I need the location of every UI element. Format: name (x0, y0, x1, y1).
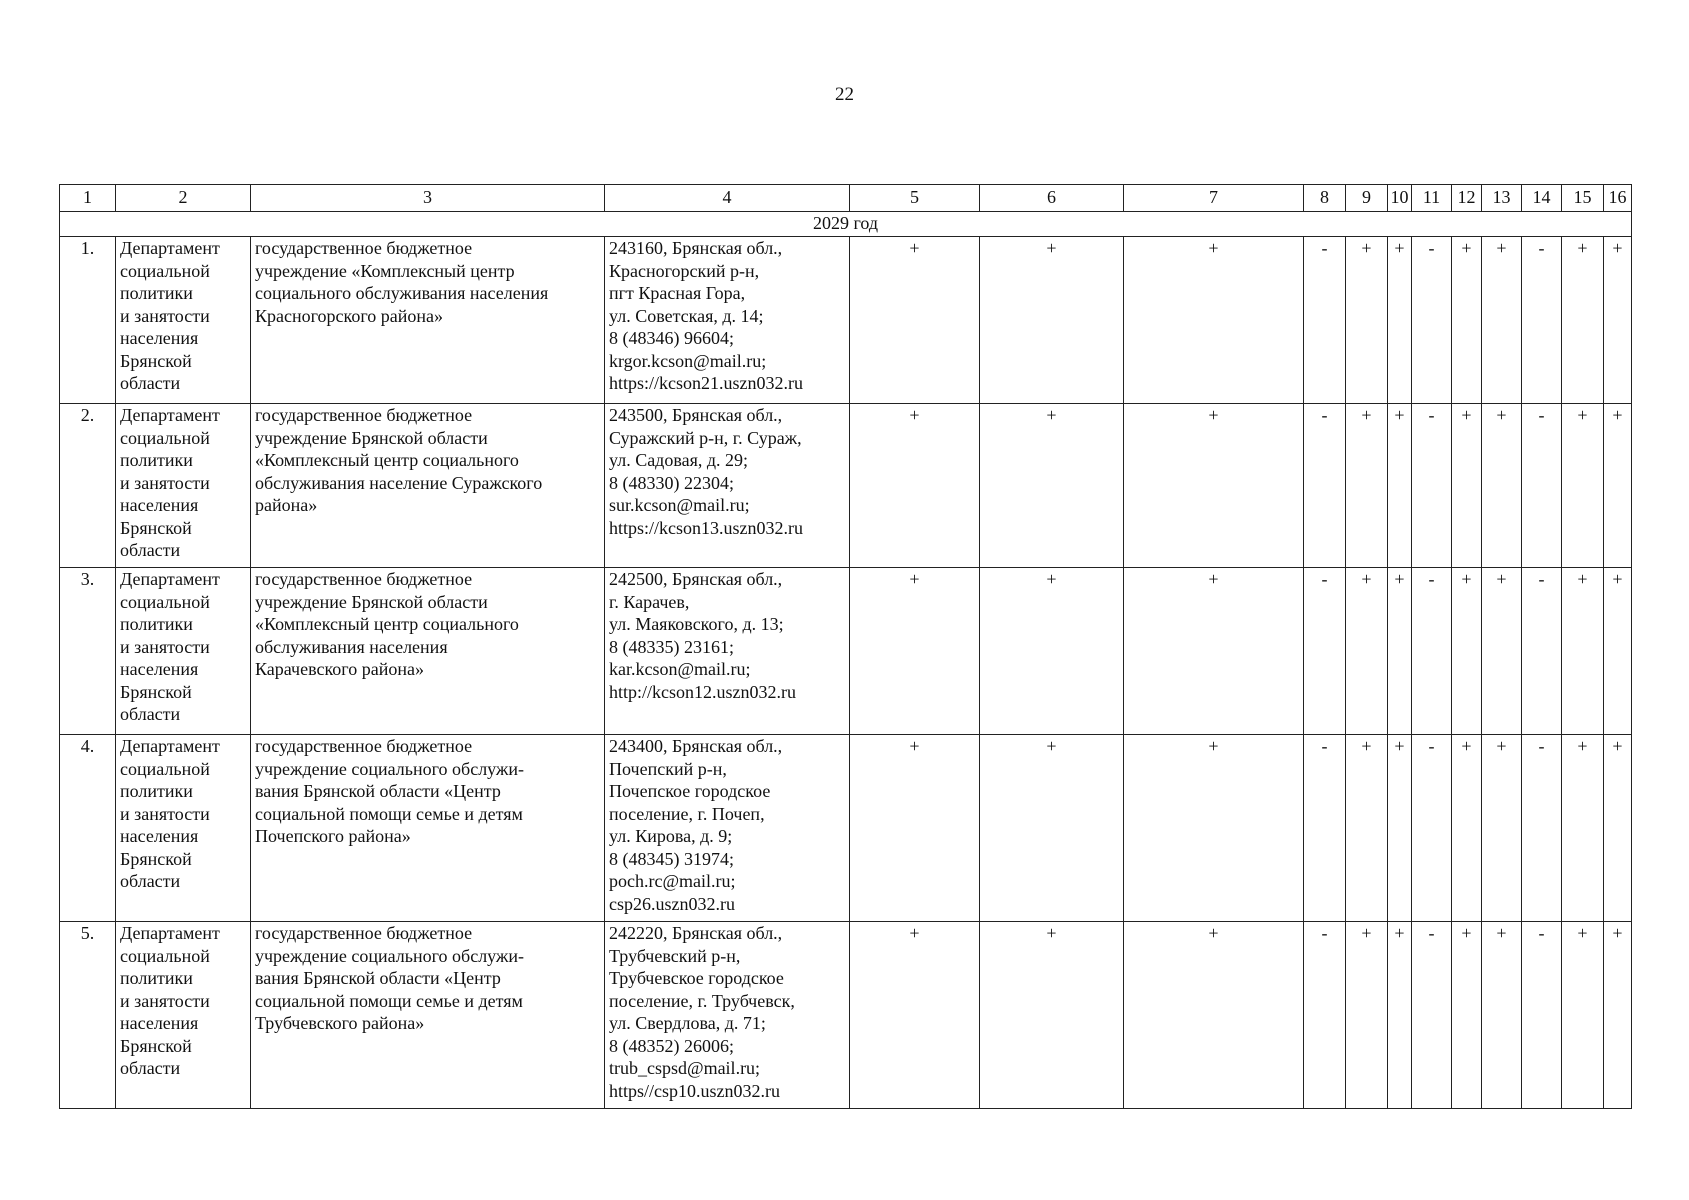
address-line: poch.rc@mail.ru; (609, 871, 736, 891)
row-number-cell: 1. (60, 237, 116, 404)
column-number: 7 (1124, 185, 1304, 212)
address-line: trub_cspsd@mail.ru; (609, 1058, 761, 1078)
department-line: области (120, 704, 181, 724)
department-line: социальной (120, 260, 210, 281)
department-line: политики (120, 968, 193, 988)
mark-cell: - (1522, 568, 1562, 735)
row-number-cell: 3. (60, 568, 116, 735)
address-line: 8 (48335) 23161; (609, 636, 734, 657)
department-cell (116, 735, 251, 922)
mark-cell: + (850, 404, 980, 568)
year-row (60, 212, 1632, 237)
address-line: поселение, г. Почеп, (609, 803, 765, 824)
department-line: Департамент (120, 405, 220, 425)
institution-line: «Комплексный центр социального (255, 450, 519, 470)
mark-cell: + (980, 237, 1124, 404)
address-line: http://kcson12.uszn032.ru (609, 681, 796, 702)
department-line: Департамент (120, 923, 220, 943)
institution-line: Трубчевского района» (255, 1013, 425, 1033)
table-row (60, 404, 1632, 568)
address-line: 243160, Брянская обл., (609, 238, 783, 258)
mark-cell: + (1562, 404, 1604, 568)
mark-cell: + (1604, 404, 1632, 568)
address-cell (605, 568, 850, 735)
column-number: 8 (1304, 185, 1346, 212)
mark-cell: + (850, 237, 980, 404)
address-line: 243400, Брянская обл., (609, 736, 783, 756)
year-label: 2029 год (60, 212, 1632, 237)
mark-cell: + (1562, 237, 1604, 404)
mark-cell: + (1452, 568, 1482, 735)
mark-cell: + (1604, 568, 1632, 735)
department-line: населения (120, 495, 199, 515)
department-line: политики (120, 781, 193, 801)
department-line: и занятости (120, 803, 210, 824)
mark-cell: - (1412, 404, 1452, 568)
mark-cell: + (980, 568, 1124, 735)
institution-line: социальной помощи семье и детям (255, 990, 523, 1011)
institution-line: Почепского района» (255, 826, 411, 846)
column-number: 2 (116, 185, 251, 212)
mark-cell: + (1388, 568, 1412, 735)
mark-cell: + (1346, 735, 1388, 922)
column-number: 14 (1522, 185, 1562, 212)
department-line: населения (120, 659, 199, 679)
column-number: 3 (251, 185, 605, 212)
department-line: области (120, 540, 181, 560)
address-line: 243500, Брянская обл., (609, 405, 783, 425)
department-line: населения (120, 328, 199, 348)
department-line: политики (120, 450, 193, 470)
institution-cell (251, 735, 605, 922)
mark-cell: + (1562, 922, 1604, 1109)
department-cell (116, 404, 251, 568)
mark-cell: + (1388, 922, 1412, 1109)
mark-cell: - (1412, 568, 1452, 735)
institution-cell (251, 568, 605, 735)
address-line: Трубчевское городское (609, 968, 784, 988)
row-number-cell: 4. (60, 735, 116, 922)
address-line: ул. Кирова, д. 9; (609, 826, 733, 846)
department-line: Брянской (120, 350, 192, 371)
institution-line: учреждение социального обслужи- (255, 758, 524, 779)
institution-line: «Комплексный центр социального (255, 614, 519, 634)
mark-cell: - (1304, 404, 1346, 568)
address-line: krgor.kcson@mail.ru; (609, 350, 767, 371)
mark-cell: + (1604, 237, 1632, 404)
row-number-cell: 5. (60, 922, 116, 1109)
mark-cell: - (1522, 735, 1562, 922)
column-number: 9 (1346, 185, 1388, 212)
address-line: csp26.uszn032.ru (609, 893, 735, 914)
address-line: https://kcson13.uszn032.ru (609, 517, 803, 538)
address-cell (605, 237, 850, 404)
institution-line: учреждение «Комплексный центр (255, 260, 515, 281)
institution-line: учреждение Брянской области (255, 427, 488, 448)
address-line: ул. Маяковского, д. 13; (609, 614, 784, 634)
institution-line: учреждение Брянской области (255, 591, 488, 612)
mark-cell: - (1412, 922, 1452, 1109)
address-line: Трубчевский р-н, (609, 945, 741, 966)
department-cell (116, 568, 251, 735)
mark-cell: + (1562, 735, 1604, 922)
institution-line: социальной помощи семье и детям (255, 803, 523, 824)
column-number: 13 (1482, 185, 1522, 212)
mark-cell: + (1124, 922, 1304, 1109)
table-row (60, 568, 1632, 735)
address-line: ул. Садовая, д. 29; (609, 450, 749, 470)
department-line: Брянской (120, 1035, 192, 1056)
institution-line: государственное бюджетное (255, 238, 473, 258)
institution-line: социального обслуживания населения (255, 283, 549, 303)
mark-cell: + (850, 922, 980, 1109)
department-line: области (120, 373, 181, 393)
institution-line: государственное бюджетное (255, 405, 473, 425)
mark-cell: + (1346, 568, 1388, 735)
institution-line: района» (255, 495, 318, 515)
address-line: 242500, Брянская обл., (609, 569, 783, 589)
mark-cell: - (1304, 735, 1346, 922)
table-row (60, 735, 1632, 922)
institution-line: Красногорского района» (255, 305, 444, 326)
institution-line: государственное бюджетное (255, 569, 473, 589)
address-line: Почепское городское (609, 781, 771, 801)
institution-cell (251, 237, 605, 404)
institution-line: Карачевского района» (255, 659, 424, 679)
mark-cell: + (1482, 568, 1522, 735)
column-number: 16 (1604, 185, 1632, 212)
department-line: Департамент (120, 569, 220, 589)
mark-cell: + (980, 735, 1124, 922)
mark-cell: + (1452, 237, 1482, 404)
department-cell (116, 922, 251, 1109)
department-line: политики (120, 614, 193, 634)
department-line: области (120, 871, 181, 891)
address-line: Красногорский р-н, (609, 260, 760, 281)
column-number: 15 (1562, 185, 1604, 212)
address-line: ул. Свердлова, д. 71; (609, 1013, 766, 1033)
column-number-row (60, 185, 1632, 212)
mark-cell: - (1304, 568, 1346, 735)
address-line: https://kcson21.uszn032.ru (609, 373, 803, 393)
address-line: kar.kcson@mail.ru; (609, 659, 751, 679)
institution-line: государственное бюджетное (255, 923, 473, 943)
address-line: 8 (48346) 96604; (609, 328, 734, 348)
mark-cell: + (1388, 404, 1412, 568)
mark-cell: - (1522, 404, 1562, 568)
column-number: 10 (1388, 185, 1412, 212)
mark-cell: + (1124, 568, 1304, 735)
mark-cell: + (1124, 735, 1304, 922)
column-number: 12 (1452, 185, 1482, 212)
column-number: 4 (605, 185, 850, 212)
department-line: и занятости (120, 472, 210, 493)
mark-cell: + (1346, 404, 1388, 568)
mark-cell: - (1304, 237, 1346, 404)
column-number: 11 (1412, 185, 1452, 212)
institution-cell (251, 922, 605, 1109)
address-line: Суражский р-н, г. Сураж, (609, 427, 802, 448)
address-line: пгт Красная Гора, (609, 283, 746, 303)
department-line: населения (120, 1013, 199, 1033)
mark-cell: - (1304, 922, 1346, 1109)
mark-cell: + (1452, 404, 1482, 568)
column-number: 6 (980, 185, 1124, 212)
mark-cell: + (1482, 237, 1522, 404)
column-number: 1 (60, 185, 116, 212)
mark-cell: + (1562, 568, 1604, 735)
department-cell (116, 237, 251, 404)
department-line: и занятости (120, 636, 210, 657)
department-line: социальной (120, 427, 210, 448)
mark-cell: - (1522, 237, 1562, 404)
department-line: Департамент (120, 736, 220, 756)
department-line: социальной (120, 591, 210, 612)
mark-cell: - (1412, 237, 1452, 404)
address-line: ул. Советская, д. 14; (609, 305, 764, 326)
mark-cell: + (1482, 922, 1522, 1109)
address-line: sur.kcson@mail.ru; (609, 495, 750, 515)
page-number: 22 (835, 84, 854, 105)
institution-line: учреждение социального обслужи- (255, 945, 524, 966)
mark-cell: + (1604, 922, 1632, 1109)
department-line: Брянской (120, 848, 192, 869)
department-line: и занятости (120, 990, 210, 1011)
row-number-cell: 2. (60, 404, 116, 568)
mark-cell: + (1388, 237, 1412, 404)
address-line: г. Карачев, (609, 591, 690, 612)
mark-cell: - (1412, 735, 1452, 922)
department-line: социальной (120, 758, 210, 779)
department-line: Брянской (120, 681, 192, 702)
mark-cell: + (980, 404, 1124, 568)
table-row (60, 922, 1632, 1109)
table-row (60, 237, 1632, 404)
mark-cell: + (980, 922, 1124, 1109)
address-cell (605, 735, 850, 922)
address-cell (605, 922, 850, 1109)
mark-cell: + (1124, 237, 1304, 404)
mark-cell: + (1482, 735, 1522, 922)
department-line: населения (120, 826, 199, 846)
institution-line: вания Брянской области «Центр (255, 781, 501, 801)
address-cell (605, 404, 850, 568)
registry-table (59, 184, 1632, 1109)
department-line: области (120, 1058, 181, 1078)
address-line: поселение, г. Трубчевск, (609, 990, 795, 1011)
mark-cell: + (850, 735, 980, 922)
department-line: Департамент (120, 238, 220, 258)
institution-line: обслуживания население Суражского (255, 472, 543, 493)
address-line: 8 (48345) 31974; (609, 848, 734, 869)
mark-cell: + (1124, 404, 1304, 568)
mark-cell: + (1388, 735, 1412, 922)
mark-cell: + (1604, 735, 1632, 922)
mark-cell: + (850, 568, 980, 735)
mark-cell: + (1346, 922, 1388, 1109)
mark-cell: - (1522, 922, 1562, 1109)
institution-line: вания Брянской области «Центр (255, 968, 501, 988)
department-line: Брянской (120, 517, 192, 538)
department-line: социальной (120, 945, 210, 966)
address-line: https//csp10.uszn032.ru (609, 1080, 780, 1101)
institution-cell (251, 404, 605, 568)
institution-line: обслуживания населения (255, 636, 448, 657)
institution-line: государственное бюджетное (255, 736, 473, 756)
mark-cell: + (1482, 404, 1522, 568)
mark-cell: + (1452, 735, 1482, 922)
department-line: и занятости (120, 305, 210, 326)
address-line: 242220, Брянская обл., (609, 923, 783, 943)
address-line: Почепский р-н, (609, 758, 727, 779)
mark-cell: + (1346, 237, 1388, 404)
address-line: 8 (48352) 26006; (609, 1035, 734, 1056)
department-line: политики (120, 283, 193, 303)
address-line: 8 (48330) 22304; (609, 472, 734, 493)
mark-cell: + (1452, 922, 1482, 1109)
column-number: 5 (850, 185, 980, 212)
